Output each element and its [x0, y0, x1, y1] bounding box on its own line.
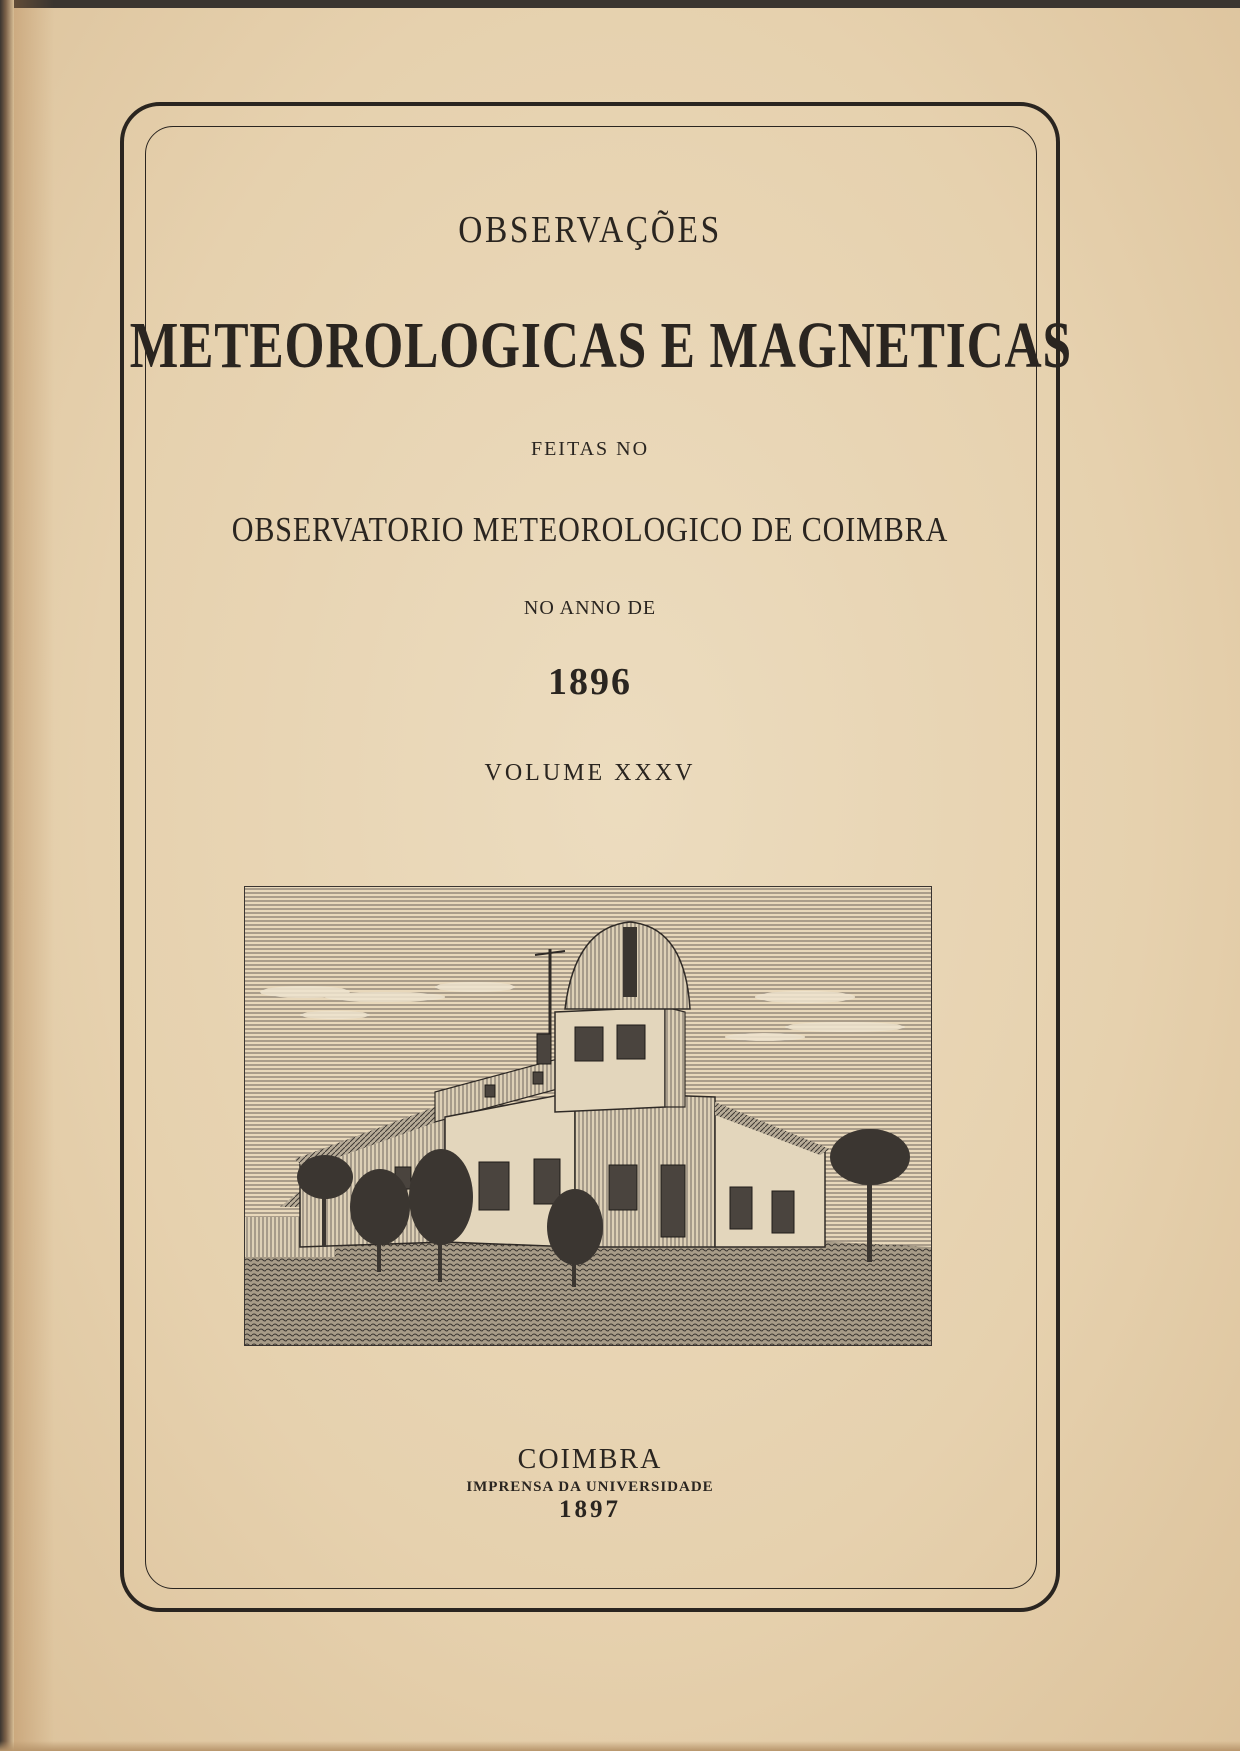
title-observatory: OBSERVATORIO METEOROLOGICO DE COIMBRA: [231, 510, 949, 549]
imprint-publisher: IMPRENSA DA UNIVERSIDADE: [466, 1479, 714, 1495]
scan-top-edge: [0, 0, 1240, 8]
imprint-year: 1897: [559, 1496, 621, 1523]
volume-label: VOLUME XXXV: [484, 760, 696, 786]
subtitle-no-anno-de: NO ANNO DE: [523, 597, 657, 619]
cover-year: 1896: [548, 661, 632, 703]
observatory-engraving: [244, 886, 932, 1346]
title-observacoes: OBSERVAÇÕES: [458, 209, 722, 251]
subtitle-feitas-no: FEITAS NO: [530, 438, 650, 460]
imprint-city: COIMBRA: [517, 1444, 663, 1475]
scan-bottom-edge: [0, 1741, 1240, 1751]
title-main: METEOROLOGICAS E MAGNETICAS: [129, 309, 1072, 382]
